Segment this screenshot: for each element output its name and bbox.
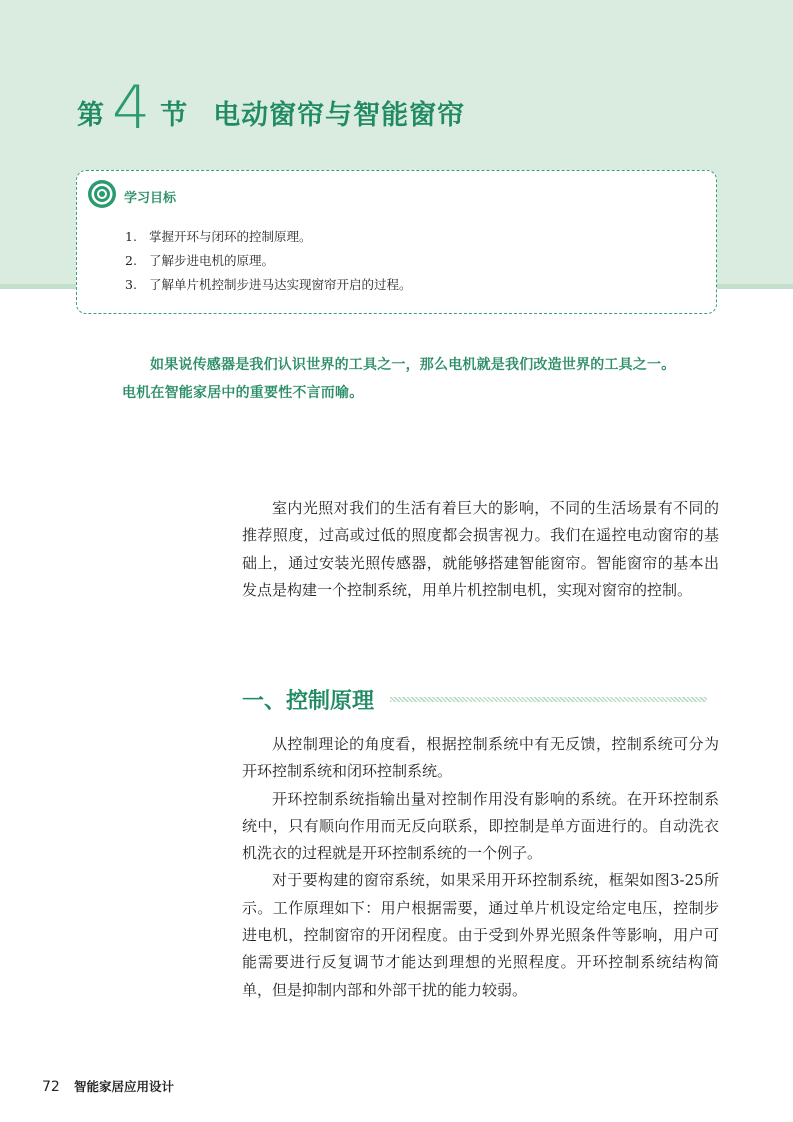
item-number: 1.: [125, 229, 137, 244]
item-text: 掌握开环与闭环的控制原理。: [149, 229, 312, 244]
item-number: 2.: [125, 253, 137, 268]
objectives-list: [125, 225, 412, 297]
intro-paragraph: [122, 351, 682, 407]
body-block-control: [242, 731, 719, 1004]
page-footer: [42, 1077, 174, 1095]
intro-text: 如果说传感器是我们认识世界的工具之一，那么电机就是我们改造世界的工具之一。电机在智能家居中的重要性不言而喻。: [122, 357, 676, 401]
item-text: 了解步进电机的原理。: [149, 253, 275, 268]
paragraph: 从控制理论的角度看，根据控制系统中有无反馈，控制系统可分为开环控制系统和闭环控制系统。: [242, 735, 719, 781]
body-block-intro: [242, 495, 719, 604]
section-heading-text: 一、控制原理: [242, 689, 375, 714]
heading-rule: [390, 697, 707, 702]
section-suffix: 节: [160, 100, 188, 131]
section-number: 4: [112, 73, 151, 143]
list-item: [125, 273, 412, 297]
item-text: 了解单片机控制步进马达实现窗帘开启的过程。: [149, 277, 412, 292]
section-heading: [242, 684, 707, 715]
page-title: 电动窗帘与智能窗帘: [213, 100, 466, 131]
list-item: [125, 225, 412, 249]
objectives-heading: 学习目标: [124, 191, 177, 206]
list-item: [125, 249, 412, 273]
paragraph: 对于要构建的窗帘系统，如果采用开环控制系统，框架如图3-25所示。工作原理如下：用户根据需要，通过单片机设定给定电压，控制步进电机，控制窗帘的开闭程度。由于受到外界光照条件等影响，用户可能需要进行反复调节才能达到理想的光照程度。开环控制系统结构简单，但是抑制内部和外部干扰的能力较弱。: [242, 871, 719, 999]
section-title: [77, 73, 466, 148]
book-title: 智能家居应用设计: [73, 1079, 174, 1094]
paragraph: 室内光照对我们的生活有着巨大的影响，不同的生活场景有不同的推荐照度，过高或过低的照度都会损害视力。我们在遥控电动窗帘的基础上，通过安装光照传感器，就能够搭建智能窗帘。智能窗帘的基本出发点是构建一个控制系统，用单片机控制电机，实现对窗帘的控制。: [242, 499, 719, 599]
section-prefix: 第: [77, 100, 104, 131]
page-number: 72: [42, 1079, 60, 1095]
item-number: 3.: [125, 277, 137, 292]
paragraph: 开环控制系统指输出量对控制作用没有影响的系统。在开环控制系统中，只有顺向作用而无反向联系，即控制是单方面进行的。自动洗衣机洗衣的过程就是开环控制系统的一个例子。: [242, 789, 719, 863]
learning-objectives-box: [76, 170, 717, 314]
target-icon: [87, 179, 117, 209]
